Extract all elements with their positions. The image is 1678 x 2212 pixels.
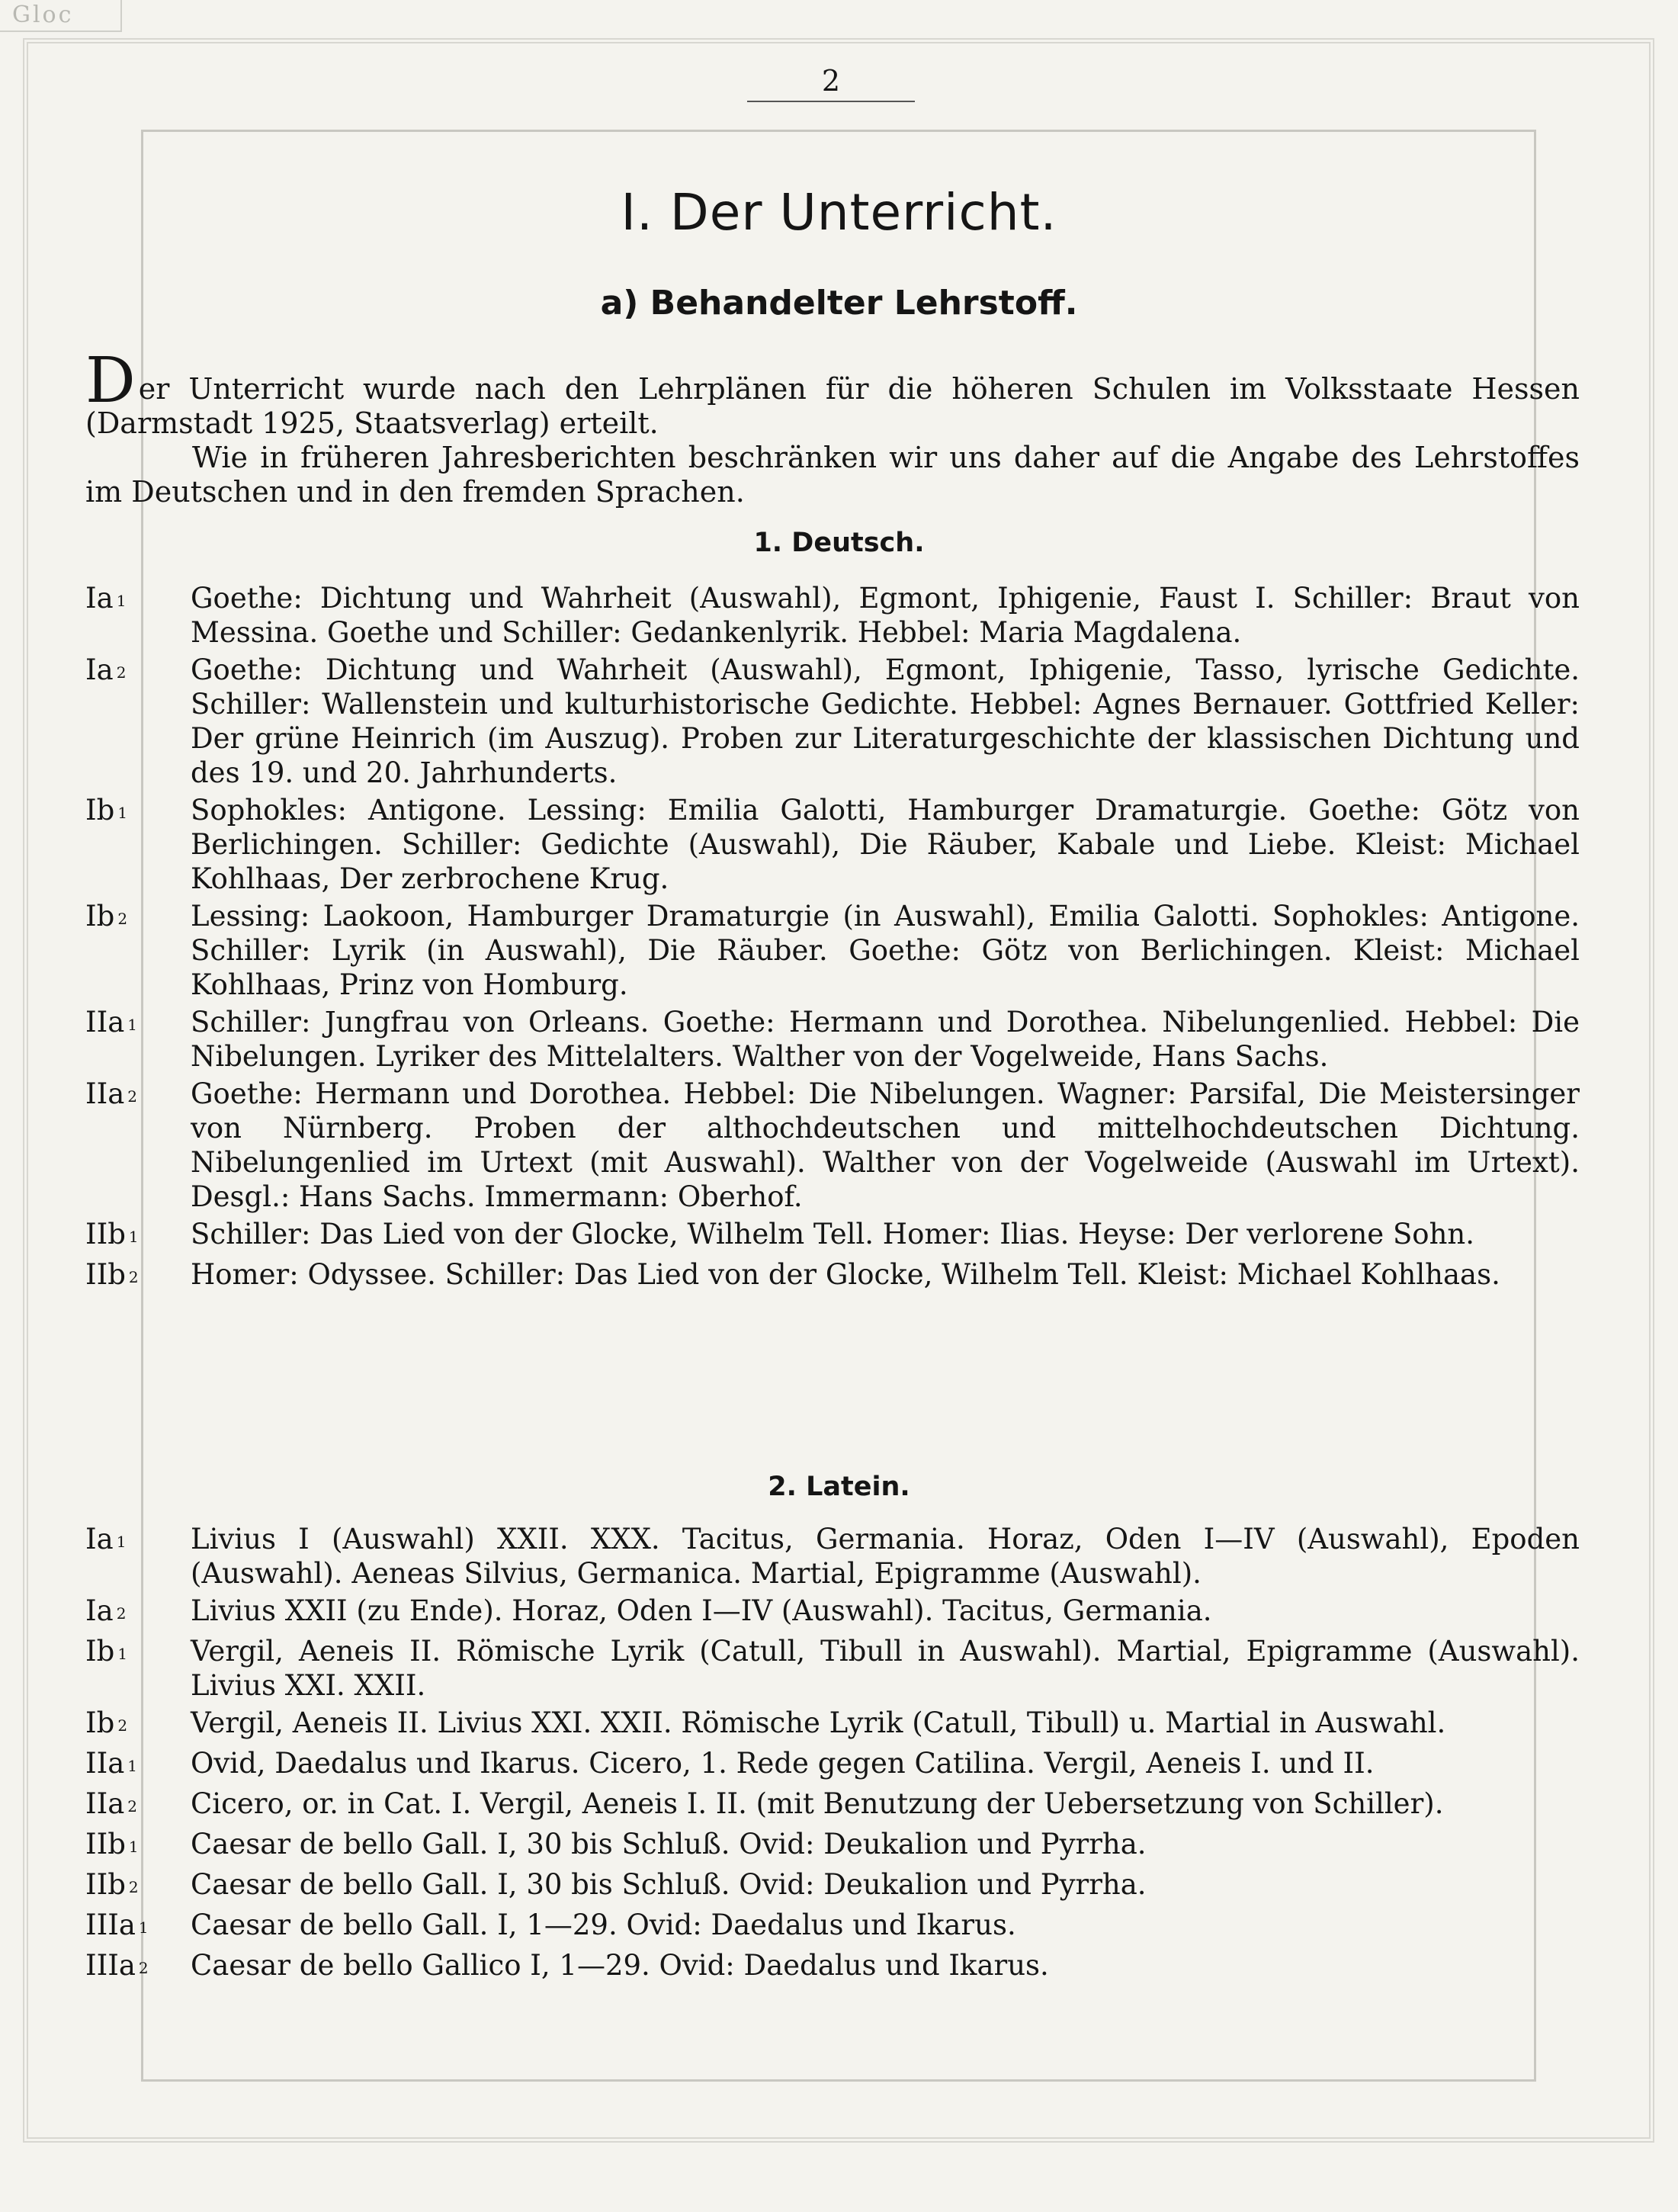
curriculum-text: Caesar de bello Gall. I, 30 bis Schluß. Ovid: Deukalion und Pyrrha. (191, 1868, 1147, 1901)
list-item (85, 1005, 1580, 1074)
class-label (85, 899, 191, 936)
deutsch-list (85, 581, 1580, 1298)
class-division: 1 (117, 804, 128, 822)
list-item (85, 1827, 1580, 1864)
class-division: 1 (128, 1228, 139, 1246)
class-division: 2 (127, 1797, 138, 1816)
section-subtitle: a) Behandelter Lehrstoff. (600, 284, 1078, 323)
list-item (85, 581, 1580, 650)
class-label (85, 1867, 191, 1905)
class-division: 1 (116, 1533, 127, 1551)
class-name: Ib (85, 1706, 115, 1739)
curriculum-text: Livius XXII (zu Ende). Horaz, Oden I—IV (Auswahl). Tacitus, Germania. (191, 1594, 1212, 1627)
class-name: IIIa (85, 1909, 136, 1941)
list-item (85, 1948, 1580, 1986)
curriculum-text: Schiller: Das Lied von der Glocke, Wilhelm Tell. Homer: Ilias. Heyse: Der verlorene Sohn. (191, 1218, 1474, 1250)
class-division: 2 (116, 1604, 127, 1623)
curriculum-text: Goethe: Dichtung und Wahrheit (Auswahl), Egmont, Iphigenie, Faust I. Schiller: Braut von Messina. Goethe und Schiller: Gedankenlyrik. Hebbel: Maria Magdalena. (191, 582, 1580, 649)
class-label (85, 1948, 191, 1986)
curriculum-text: Caesar de bello Gall. I, 30 bis Schluß. Ovid: Deukalion und Pyrrha. (191, 1828, 1147, 1860)
class-label (85, 653, 191, 690)
class-division: 1 (117, 1645, 128, 1663)
class-label (85, 1005, 191, 1042)
drop-cap: D (85, 345, 136, 417)
class-division: 1 (127, 1757, 138, 1775)
class-division: 2 (117, 1716, 128, 1735)
class-label (85, 1706, 191, 1743)
class-label (85, 1634, 191, 1671)
intro-paragraph-2: Wie in früheren Jahresberichten beschränken wir uns daher auf die Angabe des Lehrstoffes im Deutschen und in den fremden Sprachen. (85, 441, 1580, 509)
curriculum-text: Caesar de bello Gall. I, 1—29. Ovid: Daedalus und Ikarus. (191, 1909, 1016, 1941)
section-title-latein: 2. Latein. (768, 1472, 910, 1502)
class-division: 2 (117, 910, 128, 928)
curriculum-text: Homer: Odyssee. Schiller: Das Lied von der Glocke, Wilhelm Tell. Kleist: Michael Kohlhaas. (191, 1258, 1500, 1291)
class-name: IIa (85, 1747, 125, 1780)
class-label (85, 1908, 191, 1945)
page-number: 2 (747, 64, 915, 102)
curriculum-text: Caesar de bello Gallico I, 1—29. Ovid: Daedalus und Ikarus. (191, 1949, 1049, 1982)
curriculum-text: Livius I (Auswahl) XXII. XXX. Tacitus, Germania. Horaz, Oden I—IV (Auswahl), Epoden (Auswahl). Aeneas Silvius, Germanica. Martial, Epigramme (Auswahl). (191, 1523, 1580, 1590)
curriculum-text: Goethe: Hermann und Dorothea. Hebbel: Die Nibelungen. Wagner: Parsifal, Die Meistersinger von Nürnberg. Proben der althochdeutschen und mittelhochdeutschen Dichtung. Nibelungenlied im Urtext (mit Auswahl). Walther von der Vogelweide (Auswahl im Urtext). Desgl.: Hans Sachs. Immermann: Oberhof. (191, 1077, 1580, 1213)
class-name: Ia (85, 1523, 114, 1555)
class-label (85, 793, 191, 830)
class-label (85, 1827, 191, 1864)
list-item (85, 1746, 1580, 1783)
intro-text (85, 345, 1580, 509)
class-division: 2 (127, 1087, 138, 1106)
list-item (85, 1594, 1580, 1631)
class-label (85, 1787, 191, 1824)
list-item (85, 1217, 1580, 1254)
class-name: Ia (85, 582, 114, 615)
curriculum-text: Vergil, Aeneis II. Römische Lyrik (Catull, Tibull in Auswahl). Martial, Epigramme (Auswahl). Livius XXI. XXII. (191, 1635, 1580, 1702)
curriculum-text: Vergil, Aeneis II. Livius XXI. XXII. Römische Lyrik (Catull, Tibull) u. Martial in Auswahl. (191, 1706, 1446, 1739)
latein-list (85, 1522, 1580, 1989)
list-item (85, 1257, 1580, 1295)
list-item (85, 793, 1580, 896)
list-item (85, 1634, 1580, 1703)
list-item (85, 1908, 1580, 1945)
class-name: IIa (85, 1077, 125, 1110)
class-label (85, 1522, 191, 1559)
class-name: Ib (85, 900, 115, 933)
class-division: 1 (116, 592, 127, 610)
class-name: IIb (85, 1218, 126, 1250)
corner-tab: Gloc (0, 0, 122, 32)
class-name: Ia (85, 1594, 114, 1627)
list-item (85, 1706, 1580, 1743)
curriculum-text: Sophokles: Antigone. Lessing: Emilia Galotti, Hamburger Dramaturgie. Goethe: Götz von Berlichingen. Schiller: Gedichte (Auswahl), Die Räuber, Kabale und Liebe. Kleist: Michael Kohlhaas, Der zerbrochene Krug. (191, 794, 1580, 895)
class-name: Ia (85, 653, 114, 686)
curriculum-text: Goethe: Dichtung und Wahrheit (Auswahl), Egmont, Iphigenie, Tasso, lyrische Gedichte. Schiller: Wallenstein und kulturhistorische Gedichte. Hebbel: Agnes Bernauer. Gottfried Keller: Der grüne Heinrich (im Auszug). Proben zur Literaturgeschichte der klassischen Dichtung und des 19. und 20. Jahrhunderts. (191, 653, 1580, 789)
list-item (85, 653, 1580, 790)
class-label (85, 1594, 191, 1631)
class-label (85, 1217, 191, 1254)
class-division: 1 (128, 1838, 139, 1856)
list-item (85, 899, 1580, 1002)
curriculum-text: Ovid, Daedalus und Ikarus. Cicero, 1. Rede gegen Catilina. Vergil, Aeneis I. und II. (191, 1747, 1375, 1780)
class-division: 2 (116, 663, 127, 682)
class-division: 1 (138, 1918, 149, 1937)
curriculum-text: Cicero, or. in Cat. I. Vergil, Aeneis I. II. (mit Benutzung der Uebersetzung von Schiller). (191, 1787, 1444, 1820)
list-item (85, 1787, 1580, 1824)
class-name: IIIa (85, 1949, 136, 1982)
curriculum-text: Schiller: Jungfrau von Orleans. Goethe: Hermann und Dorothea. Nibelungenlied. Hebbel: Die Nibelungen. Lyriker des Mittelalters. Walther von der Vogelweide, Hans Sachs. (191, 1006, 1580, 1073)
class-name: Ib (85, 1635, 115, 1668)
class-name: IIb (85, 1828, 126, 1860)
class-label (85, 1077, 191, 1114)
class-division: 2 (128, 1268, 139, 1286)
class-name: IIb (85, 1258, 126, 1291)
page-title: I. Der Unterricht. (621, 183, 1057, 242)
intro-paragraph-1 (85, 345, 1580, 441)
class-division: 2 (128, 1878, 139, 1896)
intro-paragraph-1-text: er Unterricht wurde nach den Lehrplänen für die höheren Schulen im Volksstaate Hessen (Darmstadt 1925, Staatsverlag) erteilt. (85, 372, 1580, 440)
class-name: IIa (85, 1006, 125, 1039)
class-division: 2 (138, 1959, 149, 1977)
list-item (85, 1077, 1580, 1214)
section-title-deutsch: 1. Deutsch. (753, 528, 925, 558)
list-item (85, 1522, 1580, 1591)
class-label (85, 581, 191, 618)
class-division: 1 (127, 1016, 138, 1034)
class-label (85, 1257, 191, 1295)
curriculum-text: Lessing: Laokoon, Hamburger Dramaturgie (in Auswahl), Emilia Galotti. Sophokles: Antigone. Schiller: Lyrik (in Auswahl), Die Räuber. Goethe: Götz von Berlichingen. Kleist: Michael Kohlhaas, Prinz von Homburg. (191, 900, 1580, 1001)
class-name: Ib (85, 794, 115, 827)
list-item (85, 1867, 1580, 1905)
class-name: IIb (85, 1868, 126, 1901)
class-label (85, 1746, 191, 1783)
class-name: IIa (85, 1787, 125, 1820)
